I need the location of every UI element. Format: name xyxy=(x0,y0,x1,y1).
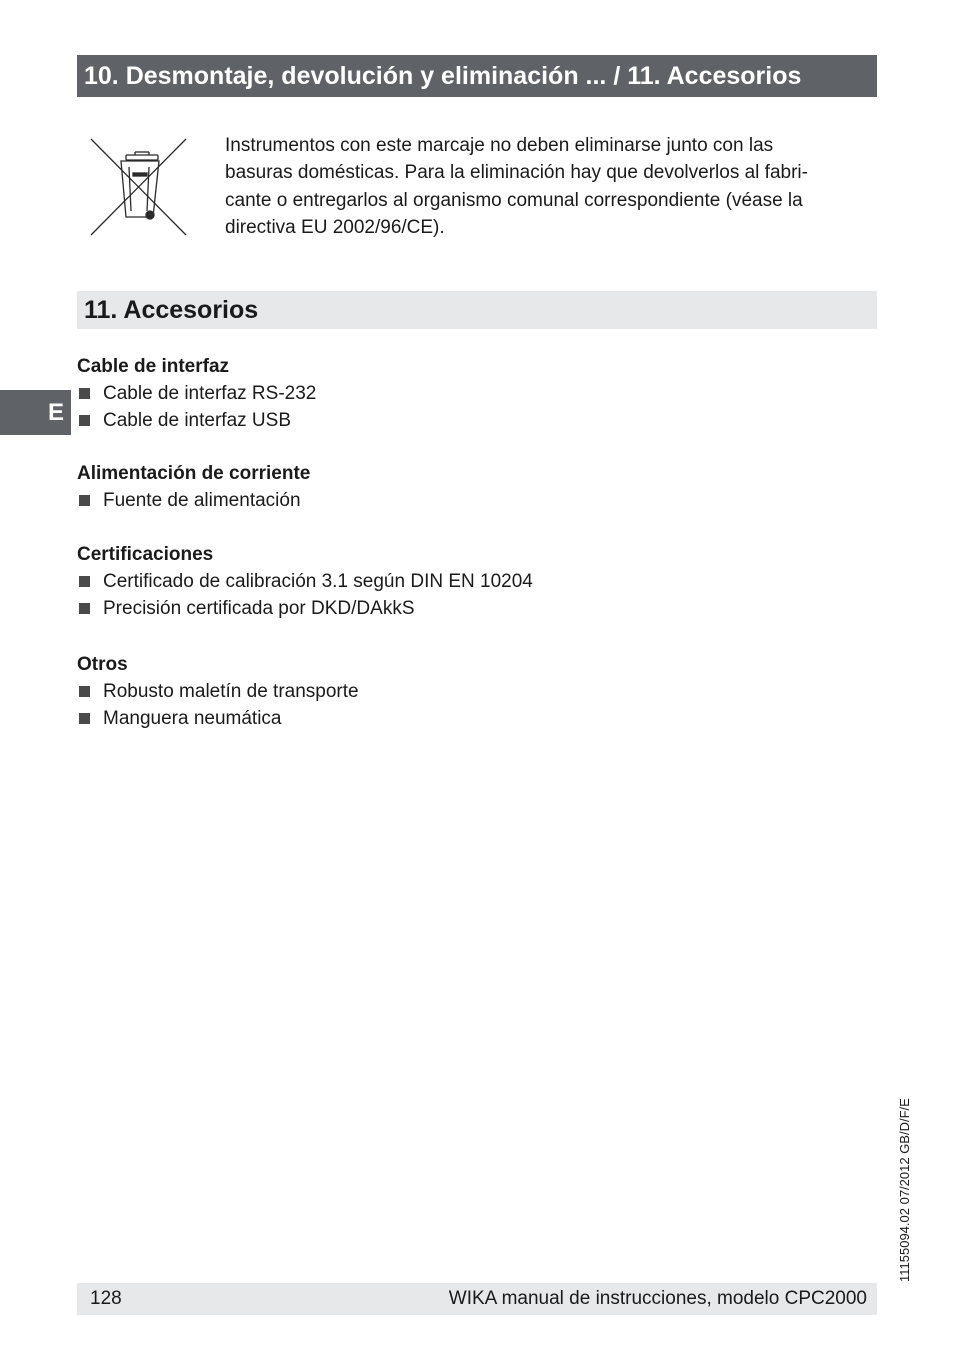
list-item-label: Precisión certificada por DKD/DAkkS xyxy=(103,598,415,619)
list-item xyxy=(77,487,857,514)
square-bullet-icon xyxy=(79,603,90,614)
document-number: 11155094.02 07/2012 GB/D/F/E xyxy=(897,1098,912,1282)
page-number: 128 xyxy=(90,1288,122,1309)
section-header xyxy=(77,291,877,329)
list-item xyxy=(77,568,857,595)
list-item-label: Robusto maletín de transporte xyxy=(103,681,359,702)
page-footer xyxy=(77,1283,877,1315)
list-item-label: Fuente de alimentación xyxy=(103,490,301,511)
list-item-label: Cable de interfaz RS-232 xyxy=(103,383,317,404)
language-tab xyxy=(0,390,71,435)
square-bullet-icon xyxy=(79,713,90,724)
list-item xyxy=(77,595,857,622)
group-title: Alimentación de corriente xyxy=(77,463,311,484)
accessory-group-certifications xyxy=(77,541,857,622)
accessory-group-power-supply xyxy=(77,460,857,514)
chapter-header xyxy=(77,55,877,97)
list-item xyxy=(77,380,857,407)
disposal-notice xyxy=(225,132,865,241)
accessory-group-interface-cable xyxy=(77,353,857,434)
group-title: Certificaciones xyxy=(77,544,214,565)
accessory-group-others xyxy=(77,651,857,732)
square-bullet-icon xyxy=(79,686,90,697)
disposal-line: Instrumentos con este marcaje no deben eliminarse junto con las xyxy=(225,135,774,156)
list-item xyxy=(77,705,857,732)
disposal-line: directiva EU 2002/96/CE). xyxy=(225,216,445,238)
list-item-label: Manguera neumática xyxy=(103,708,282,729)
disposal-line: cante o entregarlos al organismo comunal correspondiente (véase la xyxy=(225,189,803,211)
chapter-title: 10. Desmontaje, devolución y eliminación ... / 11. Accesorios xyxy=(84,62,802,90)
list-item-label: Certificado de calibración 3.1 según DIN EN 10204 xyxy=(103,571,533,592)
crossed-out-wheelie-bin-icon xyxy=(89,137,188,237)
group-title: Cable de interfaz xyxy=(77,356,230,377)
square-bullet-icon xyxy=(79,388,90,399)
square-bullet-icon xyxy=(79,415,90,426)
list-item-label: Cable de interfaz USB xyxy=(103,410,291,431)
list-item xyxy=(77,678,857,705)
list-item xyxy=(77,407,857,434)
square-bullet-icon xyxy=(79,576,90,587)
square-bullet-icon xyxy=(79,495,90,506)
section-title: 11. Accesorios xyxy=(84,296,259,324)
manual-title: WIKA manual de instrucciones, modelo CPC2000 xyxy=(448,1288,867,1309)
group-title: Otros xyxy=(77,654,128,675)
disposal-line: basuras domésticas. Para la eliminación hay que devolverlos al fabri- xyxy=(225,162,808,184)
language-tab-label: E xyxy=(47,399,64,426)
